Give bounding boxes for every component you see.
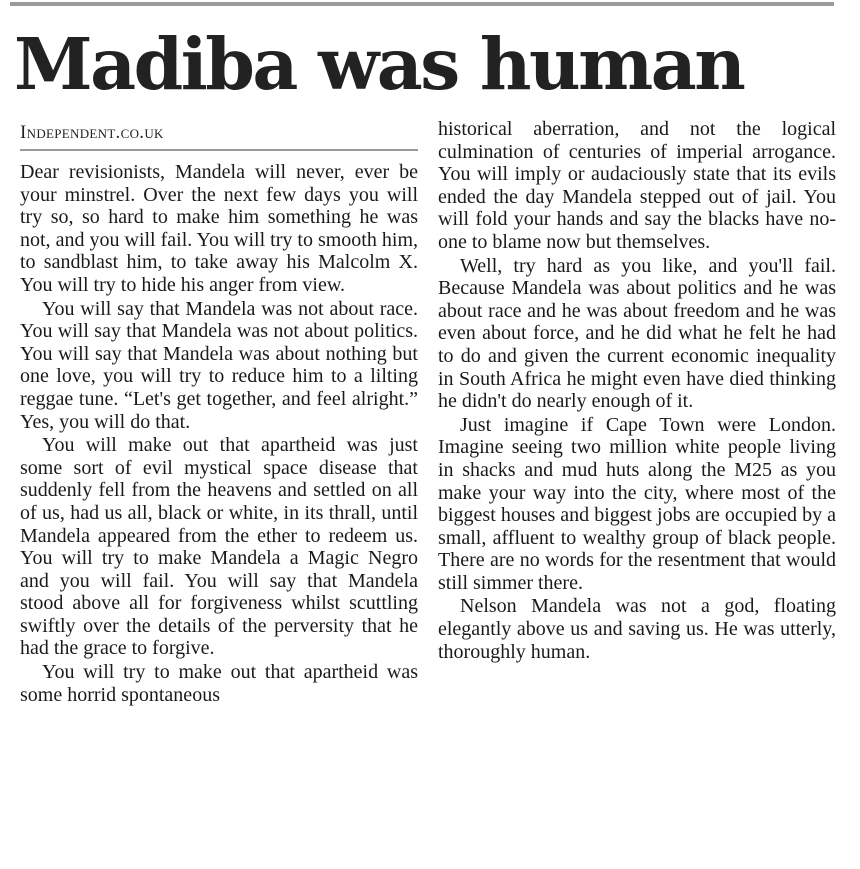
paragraph: You will try to make out that apartheid was some horrid spontaneous bbox=[20, 661, 418, 706]
top-rule bbox=[10, 2, 834, 6]
right-column bbox=[438, 118, 836, 663]
paragraph: You will make out that apartheid was just some sort of evil mystical space disease that suddenly fell from the heavens and settled on all of us, had us all, black or white, in its thrall, until Mandela appeared from the ether to redeem us. You will try to make Mandela a Magic Negro and you will fail. You will say that Mandela stood above all for forgiveness whilst scuttling swiftly over the details of the perversity that he had the grace to forgive. bbox=[20, 434, 418, 660]
source-byline: Independent.co.uk bbox=[20, 122, 418, 151]
paragraph: Just imagine if Cape Town were London. Imagine seeing two million white people living in shacks and mud huts along the M25 as you make your way into the city, where most of the biggest houses and biggest jobs are occupied by a small, affluent to wealthy group of black people. There are no words for the resentment that would still simmer there. bbox=[438, 413, 836, 594]
paragraph: Nelson Mandela was not a god, floating elegantly above us and saving us. He was utterly, thoroughly human. bbox=[438, 595, 836, 663]
paragraph: Dear revisionists, Mandela will never, ever be your minstrel. Over the next few days you will try so, so hard to make him something he was not, and you will fail. You will try to smooth him, to sandblast him, to take away his Malcolm X. You will try to hide his anger from view. bbox=[20, 161, 418, 296]
paragraph: Well, try hard as you like, and you'll fail. Because Mandela was about politics and he was about race and he was about freedom and he was even about force, and he did what he felt he had to do and given the current economic inequality in South Africa he might even have died thinking he didn't do nearly enough of it. bbox=[438, 254, 836, 413]
paragraph: historical aberration, and not the logical culmination of centuries of imperial arrogance. You will imply or audaciously state that its evils ended the day Mandela stepped out of jail. You will fold your hands and say the blacks have no-one to blame now but themselves. bbox=[438, 118, 836, 253]
paragraph: You will say that Mandela was not about race. You will say that Mandela was not about politics. You will say that Mandela was about nothing but one love, you will try to reduce him to a lilting reggae tune. “Let's get together, and feel alright.” Yes, you will do that. bbox=[20, 297, 418, 433]
left-column bbox=[20, 122, 418, 706]
headline: Madiba was human bbox=[14, 22, 744, 106]
